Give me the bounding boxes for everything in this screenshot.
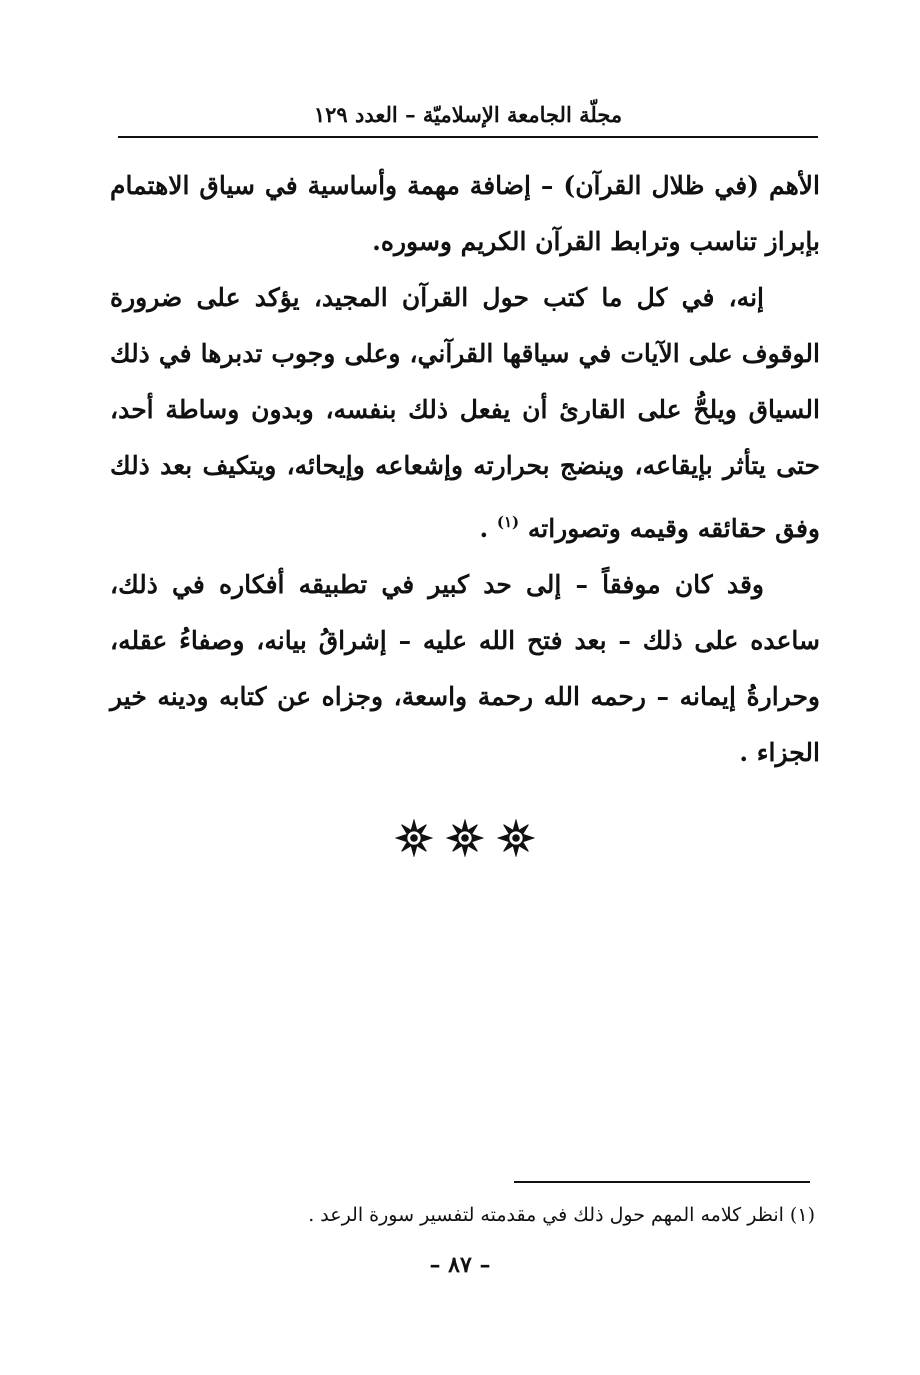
paragraph-1 (110, 158, 820, 270)
floral-star-icon (395, 819, 433, 857)
paragraph-2: إنه، في كل ما كتب حول القرآن المجيد، يؤكد على ضرورة الوقوف على الآيات في سياقها القرآني، وعلى وجوب تدبرها في ذلك السياق ويلحُّ على القارئ أن يفعل ذلك بنفسه، وبدون وساطة أحد، حتى يتأثر بإيقاعه، وينضج بحرارته وإشعاعه وإيحائه، ويتكيف بعد ذلك وفق حقائقه وقيمه وتصوراته $^{(١)}$ . (110, 283, 820, 543)
header-rule (118, 136, 818, 138)
floral-star-icon (497, 819, 535, 857)
paragraph-3-text: وقد كان موفقاً – إلى حد كبير في تطبيقه أفكاره في ذلك، ساعده على ذلك – بعد فتح الله عليه – إشراقُ بيانه، وصفاءُ عقله، وحرارةُ إيمانه – رحمه الله رحمة واسعة، وجزاه عن كتابه ودينه خير الجزاء . (110, 570, 820, 767)
paragraph-1-text: الأهم (في ظلال القرآن) – إضافة مهمة وأساسية في سياق الاهتمام بإبراز تناسب وترابط القرآن الكريم وسوره. (110, 171, 820, 256)
paragraph-3 (110, 557, 820, 781)
running-header: مجلّة الجامعة الإسلاميّة – العدد ١٢٩ (313, 102, 623, 127)
page-number: – ٨٧ – (429, 1252, 491, 1278)
footnote: (١) انظر كلامه المهم حول ذلك في مقدمته لتفسير سورة الرعد . (308, 1204, 815, 1226)
footnote-separator (514, 1181, 810, 1183)
section-divider-ornaments (395, 818, 535, 858)
footnote-reference[interactable]: (١) (496, 513, 520, 531)
floral-star-icon (446, 819, 484, 857)
paragraph-2-text: إنه، في كل ما كتب حول القرآن المجيد، يؤكد على ضرورة الوقوف على الآيات في سياقها القرآني، وعلى وجوب تدبرها في ذلك السياق ويلحُّ على القارئ أن يفعل ذلك بنفسه، وبدون وساطة أحد، حتى يتأثر بإيقاعه، وينضج بحرارته وإشعاعه وإيحائه، ويتكيف بعد ذلك وفق حقائقه وقيمه وتصوراته (110, 283, 820, 543)
body-text (110, 158, 820, 781)
